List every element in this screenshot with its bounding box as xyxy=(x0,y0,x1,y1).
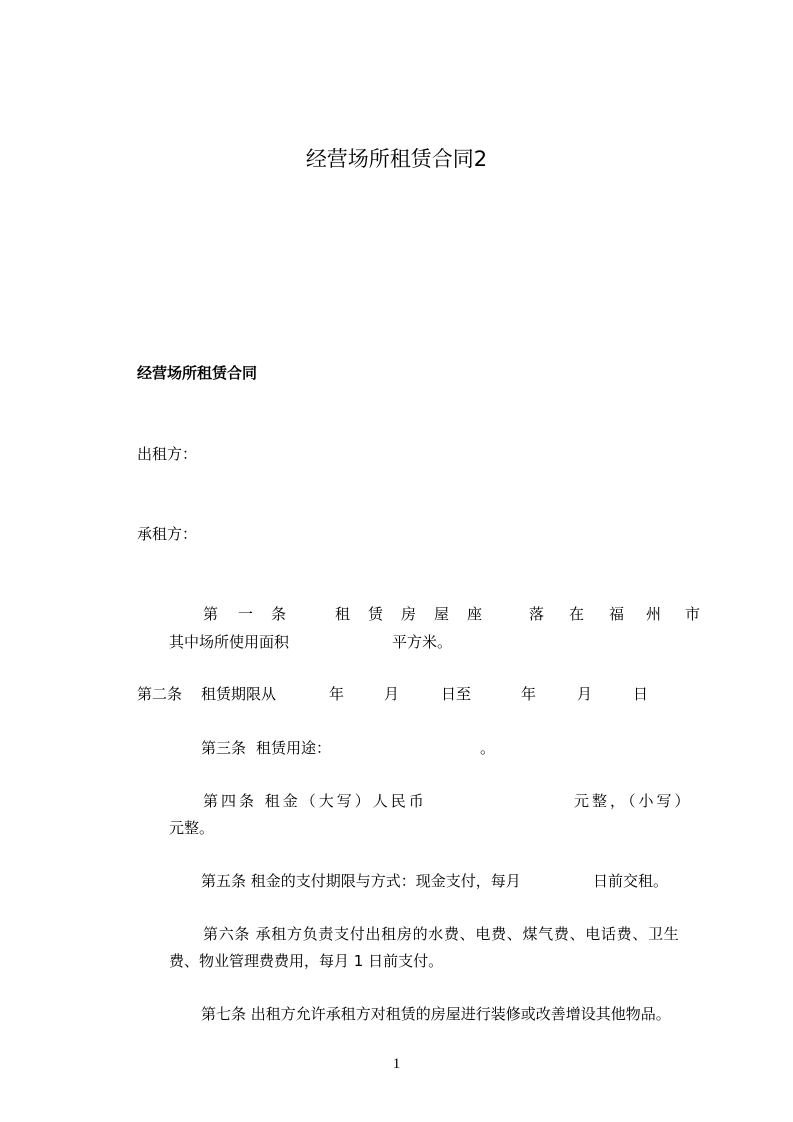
document-title: 经营场所租赁合同2 xyxy=(305,147,488,171)
article-2-month-2: 月 xyxy=(577,685,593,703)
article-6-line-2: 费、物业管理费费用，每月 1 日前支付。 xyxy=(169,952,444,970)
article-4-line-2: 元整。 xyxy=(169,819,215,837)
article-2-year-1: 年 xyxy=(329,685,345,703)
article-2-label: 第二条 xyxy=(137,685,183,703)
article-1-word: 在 xyxy=(569,605,585,623)
article-5-text: 第五条 租金的支付期限与方式：现金支付，每月 xyxy=(201,872,521,890)
article-2-year-2: 年 xyxy=(521,685,537,703)
article-1-word: 座 xyxy=(467,605,483,623)
article-1-word: 福 xyxy=(609,605,625,623)
article-1-word: 租 xyxy=(335,605,351,623)
article-1-word: 第 xyxy=(203,605,219,623)
article-5-suffix: 日前交租。 xyxy=(593,872,669,890)
article-1-word: 州 xyxy=(646,605,662,623)
lessor-label: 出租方： xyxy=(137,445,198,463)
article-1-word: 赁 xyxy=(368,605,384,623)
article-1-area-prefix: 其中场所使用面积 xyxy=(169,633,290,651)
article-3-end: 。 xyxy=(480,739,496,757)
article-3-label: 第三条 xyxy=(201,739,247,757)
article-1-area-unit: 平方米。 xyxy=(392,633,453,651)
article-1-word: 屋 xyxy=(434,605,450,623)
page-number: 1 xyxy=(392,1056,401,1072)
article-1-word: 条 xyxy=(271,605,287,623)
article-7-text: 第七条 出租方允许承租方对租赁的房屋进行装修或改善增设其他物品。 xyxy=(201,1005,671,1023)
article-4-suffix: 元整，（小写） xyxy=(574,792,693,810)
article-2-month-1: 月 xyxy=(384,685,400,703)
lessee-label: 承租方： xyxy=(137,525,198,543)
contract-heading: 经营场所租赁合同 xyxy=(137,364,258,382)
article-2-text: 租赁期限从 xyxy=(201,685,277,703)
article-2-day-to: 日至 xyxy=(441,685,472,703)
article-1-word: 市 xyxy=(685,605,701,623)
article-1-word: 房 xyxy=(401,605,417,623)
article-1-word: 一 xyxy=(238,605,254,623)
article-3-text: 租赁用途： xyxy=(256,739,332,757)
article-1-word: 落 xyxy=(529,605,545,623)
article-4-prefix: 第四条 租金（大写）人民币 xyxy=(203,792,427,810)
article-2-day-2: 日 xyxy=(633,685,649,703)
article-6-line-1: 第六条 承租方负责支付出租房的水费、电费、煤气费、电话费、卫生 xyxy=(203,925,680,943)
